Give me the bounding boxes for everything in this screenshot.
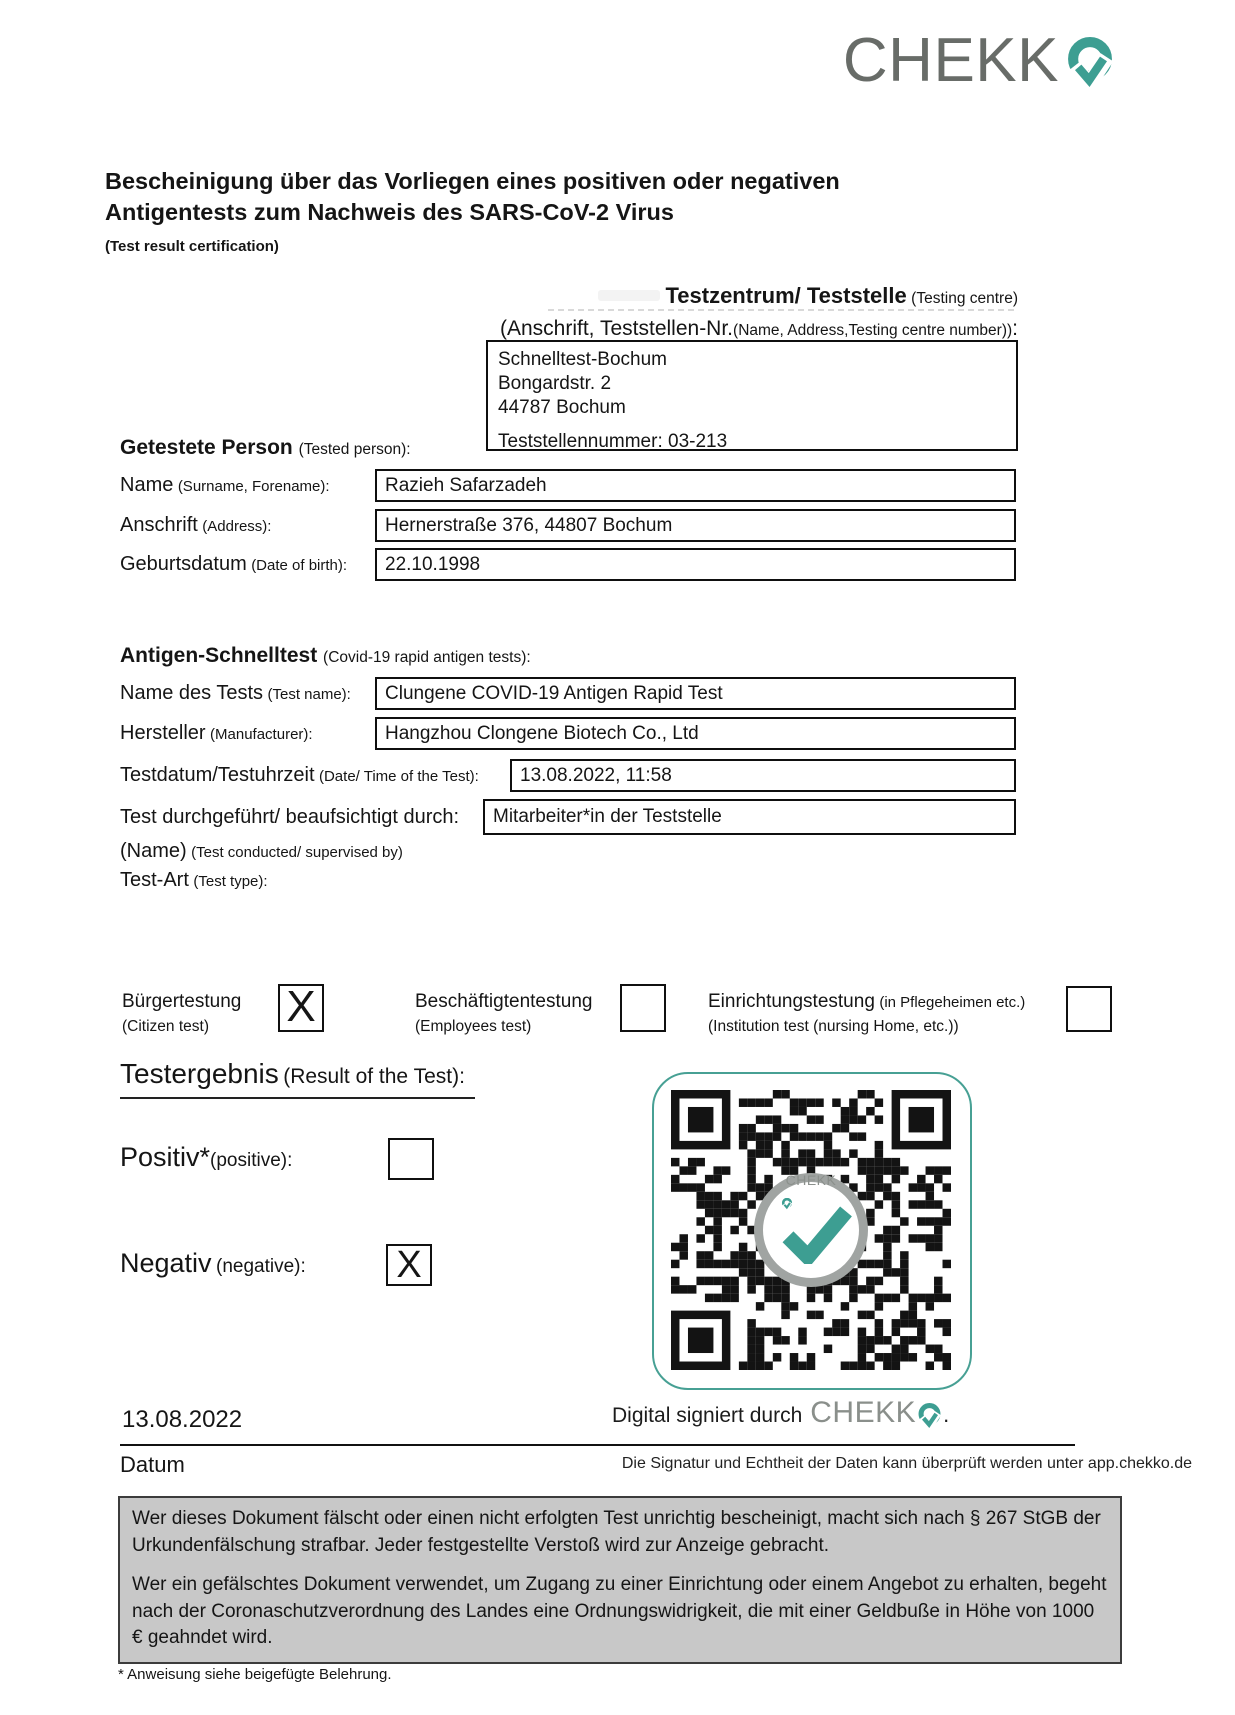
- negative-label: Negativ (negative):: [120, 1248, 306, 1278]
- digital-signature-line: Digital signiert durch CHEKK .: [612, 1396, 950, 1429]
- test-name-label: Name des Tests (Test name):: [120, 682, 351, 704]
- institution-test-checkbox: [1066, 986, 1112, 1032]
- birthdate-field: 22.10.1998: [375, 548, 1016, 581]
- verify-note: Die Signatur und Echtheit der Daten kann überprüft werden unter app.chekko.de: [621, 1455, 1192, 1472]
- manufacturer-field: Hangzhou Clongene Biotech Co., Ltd: [375, 717, 1016, 750]
- conducted-by-name-line: (Name) (Test conducted/ supervised by): [120, 840, 403, 862]
- test-centre-street: Bongardstr. 2: [498, 373, 612, 394]
- legal-notice-box: [118, 1496, 1122, 1664]
- citizen-test-label: Bürgertestung (Citizen test): [122, 991, 242, 1035]
- antigen-test-heading: Antigen-Schnelltest (Covid-19 rapid antigen tests):: [120, 644, 531, 667]
- chekko-pin-icon: [1063, 37, 1117, 91]
- signature-date: 13.08.2022: [122, 1406, 243, 1433]
- test-centre-address-box: [486, 340, 1018, 451]
- test-centre-name: Schnelltest-Bochum: [498, 349, 667, 370]
- positive-checkbox: [388, 1138, 434, 1180]
- manufacturer-label: Hersteller (Manufacturer):: [120, 722, 313, 744]
- test-type-line: Test-Art (Test type):: [120, 869, 268, 891]
- test-centre-number: Teststellennummer: 03-213: [498, 431, 728, 452]
- title-line1: Bescheinigung über das Vorliegen eines positiven oder negativen: [105, 168, 840, 194]
- chekko-logo: [842, 26, 1117, 95]
- chekko-logo-text: CHEKK: [842, 26, 1059, 95]
- address-field: Hernerstraße 376, 44807 Bochum: [375, 509, 1016, 542]
- negative-checkbox: [386, 1244, 432, 1286]
- qr-panel: [652, 1072, 972, 1390]
- signature-rule: [120, 1444, 1075, 1446]
- positive-label: Positiv*(positive):: [120, 1142, 293, 1172]
- result-heading: Testergebnis (Result of the Test):: [120, 1058, 475, 1099]
- test-centre-header: [380, 281, 1018, 346]
- institution-test-label: Einrichtungstestung (in Pflegeheimen etc.) (Institution test (nursing Home, etc.)): [708, 991, 1026, 1035]
- citizen-test-checkmark: X: [286, 982, 316, 1031]
- test-datetime-field: 13.08.2022, 11:58: [510, 759, 1016, 792]
- employees-test-label: Beschäftigtentestung (Employees test): [415, 991, 593, 1035]
- badge-logo: CHEKK: [786, 1173, 837, 1187]
- signature-pin-icon: [916, 1403, 943, 1430]
- badge-check-icon: [780, 1206, 854, 1264]
- test-datetime-label: Testdatum/Testuhrzeit (Date/ Time of the Test):: [120, 764, 479, 786]
- test-centre-city: 44787 Bochum: [498, 397, 626, 418]
- name-label: Name (Surname, Forename):: [120, 474, 330, 496]
- legal-paragraph-1: Wer dieses Dokument fälscht oder einen nicht erfolgten Test unrichtig bescheinigt, macht sich nach § 267 StGB der Urkundenfälschung strafbar. Jeder festgestellte Verstoß wird zur Anzeige gebracht.: [132, 1508, 1101, 1556]
- conducted-by-label: Test durchgeführt/ beaufsichtigt durch:: [120, 806, 460, 828]
- test-centre-heading: Testzentrum/ Teststelle (Testing centre): [665, 283, 1018, 308]
- date-label: Datum: [120, 1452, 185, 1477]
- document-title: [105, 166, 840, 262]
- footnote: * Anweisung siehe beigefügte Belehrung.: [118, 1666, 392, 1683]
- title-line2: Antigentests zum Nachweis des SARS-CoV-2 Virus: [105, 199, 674, 225]
- chekko-qr-badge: [754, 1173, 868, 1287]
- tested-person-heading: Getestete Person (Tested person):: [120, 436, 411, 459]
- negative-checkmark: X: [396, 1244, 422, 1286]
- test-centre-subheading: (Anschrift, Teststellen-Nr.(Name, Address,Testing centre number)):: [500, 317, 1018, 340]
- address-label: Anschrift (Address):: [120, 514, 272, 536]
- title-subtitle: (Test result certification): [105, 238, 279, 255]
- birthdate-label: Geburtsdatum (Date of birth):: [120, 553, 348, 575]
- badge-pin-icon: [781, 1198, 793, 1210]
- legal-paragraph-2: Wer ein gefälschtes Dokument verwendet, um Zugang zu einer Einrichtung oder einem Angebot zu erhalten, begeht nach der Coronaschutzverordnung des Landes eine Ordnungswidrigkeit, die mit einer Geldbuße in Höhe von 1000 € geahndet wird.: [132, 1574, 1107, 1648]
- conducted-by-field: Mitarbeiter*in der Teststelle: [483, 799, 1016, 835]
- employees-test-checkbox: [620, 984, 666, 1032]
- citizen-test-checkbox: [278, 984, 324, 1032]
- test-name-field: Clungene COVID-19 Antigen Rapid Test: [375, 677, 1016, 710]
- name-field: Razieh Safarzadeh: [375, 469, 1016, 502]
